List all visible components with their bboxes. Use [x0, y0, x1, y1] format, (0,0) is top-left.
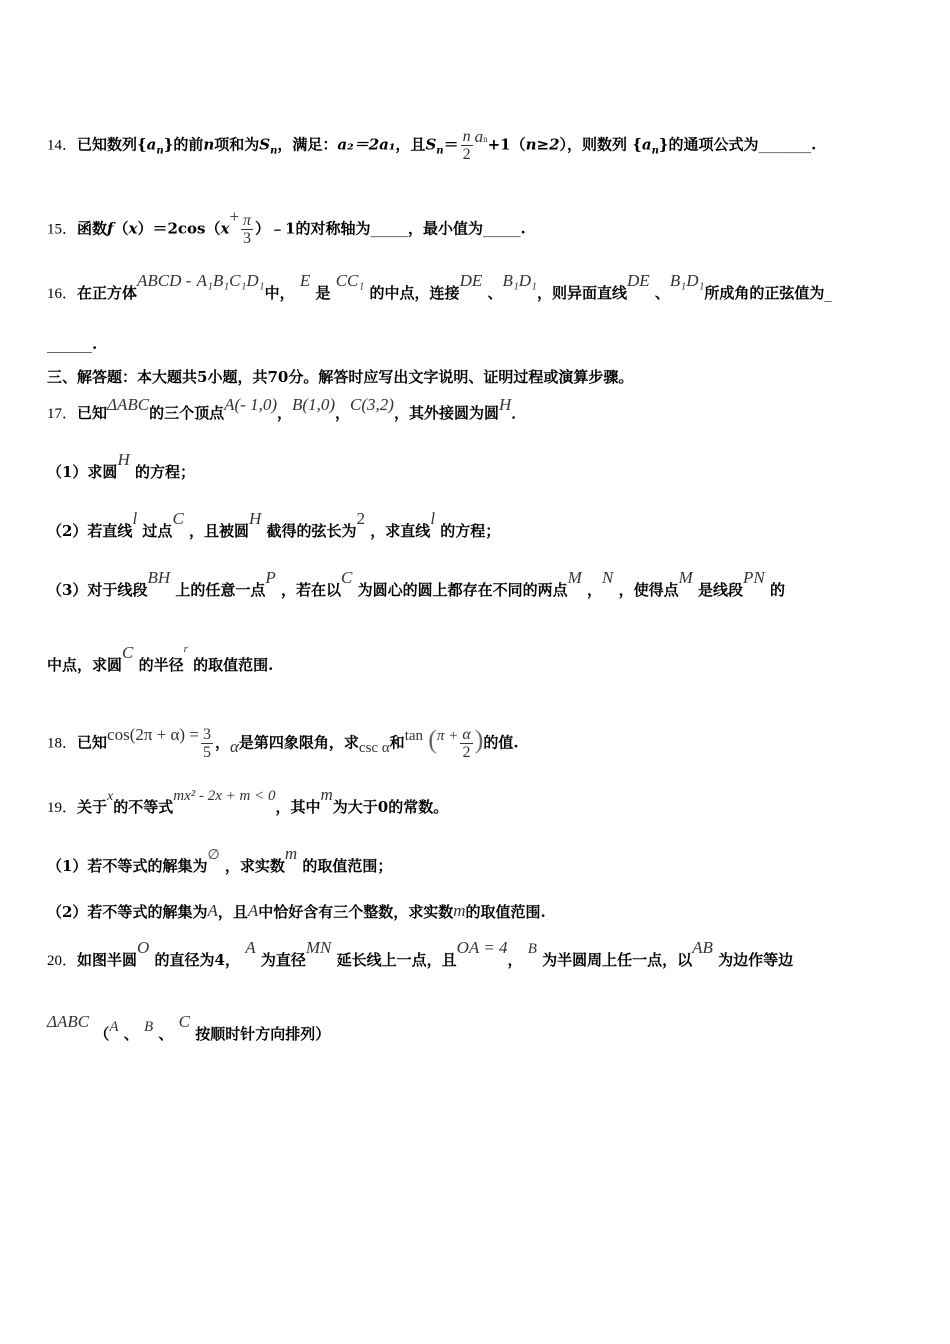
question-20: 20．如图半圆O 的直径为4， A 为直径MN 延长线上一点，且OA = 4， B 为半圆周上任一点，以AB 为边作等边 — [47, 938, 794, 969]
question-number: 19． — [47, 800, 78, 816]
question-16-continued: ______. — [47, 335, 98, 353]
question-number: 20． — [47, 953, 78, 969]
answer-blank-start: _ — [824, 284, 832, 302]
question-17-part-1: （1）求圆H 的方程； — [47, 450, 195, 481]
fraction-alpha-over-2: $\frac{\alpha}{2}$ — [462, 726, 471, 761]
fraction-3-over-5: $\frac{3}{5}$ — [202, 726, 211, 761]
empty-set-icon: ∅ — [207, 848, 220, 863]
question-17-part-3: （3）对于线段BH 上的任意一点P ，若在以C 为圆心的圆上都存在不同的两点M ，N ，使得点M 是线段PN 的 — [47, 568, 786, 599]
question-19: 19．关于x的不等式mx² - 2x + m < 0，其中m为大于0的常数。 — [47, 785, 449, 816]
fraction-pi-over-3: $\frac{\pi}{3}$ — [243, 212, 252, 247]
fraction-n-over-2: $\frac{n}{2}$ — [462, 128, 471, 163]
question-17-part-3-continued: 中点，求圆C 的半径r 的取值范围. — [47, 643, 274, 674]
question-17-part-2: （2）若直线l 过点C ，且被圆H 截得的弦长为2 ，求直线l 的方程； — [47, 509, 501, 540]
question-20-continued: ΔABC （A 、 B 、 C 按顺时针方向排列） — [47, 1012, 331, 1043]
question-number: 14． — [47, 137, 78, 154]
question-number: 15． — [47, 221, 78, 238]
question-19-part-1: （1）若不等式的解集为∅ ，求实数m 的取值范围； — [47, 844, 393, 875]
answer-blank-1: _____ — [370, 219, 408, 238]
question-17: 17．已知ΔABC的三个顶点A(- 1,0)，B(1,0)，C(3,2)，其外接圆为圆H． — [47, 395, 527, 422]
question-18: 18．已知cos(2π + α) = $\frac{3}{5}$ ，α是第四象限角，求csc α和tan (π + $\frac{\alpha}{2}$ )的值. — [47, 724, 519, 761]
answer-blank: _______ — [758, 135, 812, 154]
question-14: 14．已知数列$\{a_n\}$的前n项和为$S_n$，满足：a₂＝2a₁，且$S_n=$ $\frac{n}{2}$ an+1（n≥2），则数列 $\{a_n\}$的通项公式为_______. — [47, 126, 817, 163]
answer-blank-end: ______ — [47, 335, 92, 353]
section-3-heading: 三、解答题：本大题共5小题，共70分。解答时应写出文字说明、证明过程或演算步骤。 — [47, 368, 634, 386]
question-15: 15．函数f（x）＝2cos（x+ $\frac{\pi}{3}$ ）﹣1的对称轴为_____，最小值为_____. — [47, 206, 526, 247]
question-19-part-2: （2）若不等式的解集为A，且A中恰好含有三个整数，求实数m的取值范围. — [47, 901, 546, 921]
question-number: 17． — [47, 406, 78, 422]
question-16: 16．在正方体ABCD - A₁B₁C₁D₁中， E 是 CC₁ 的中点，连接DE 、B₁D₁，则异面直线DE 、B₁D₁所成角的正弦值为_ — [47, 271, 832, 302]
question-number: 16． — [47, 286, 78, 302]
question-number: 18． — [47, 735, 78, 752]
answer-blank-2: _____ — [483, 219, 521, 238]
